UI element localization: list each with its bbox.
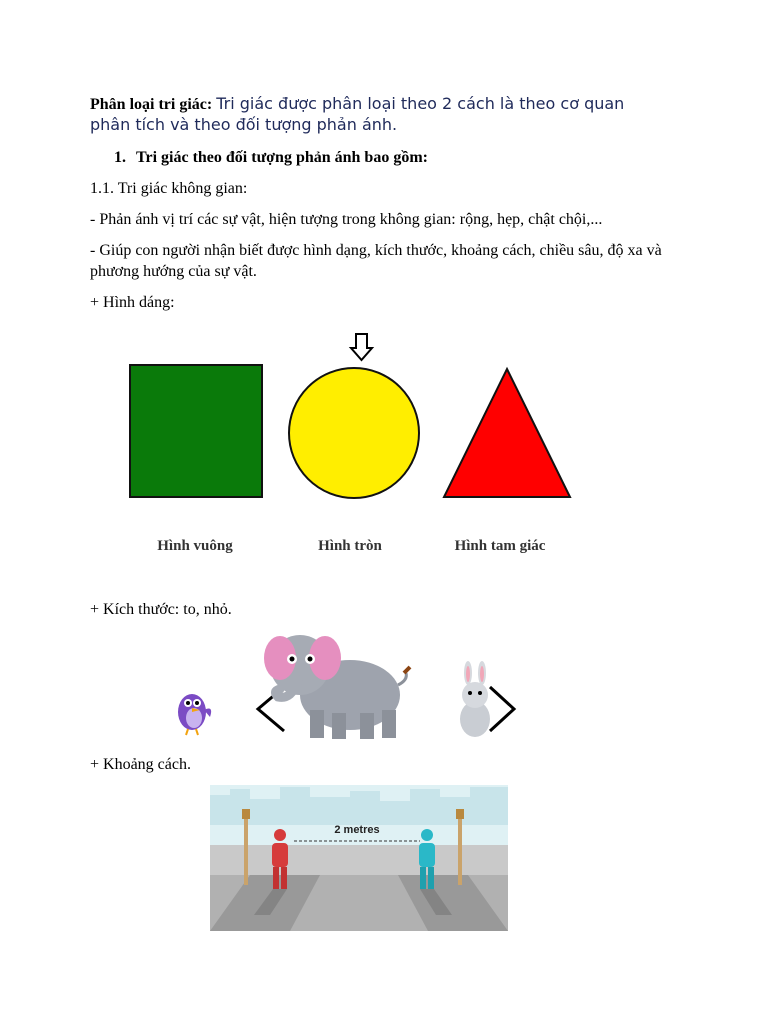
heading-text-line1: Tri giác được phân loại theo 2 cách là theo cơ quan	[216, 94, 625, 113]
shapes-figure	[120, 320, 608, 582]
bird-icon	[178, 694, 211, 735]
greater-than-icon	[490, 687, 514, 731]
classification-heading	[90, 93, 690, 115]
bullet-1: - Phản ánh vị trí các sự vật, hiện tượng trong không gian: rộng, hẹp, chật chội,...	[90, 211, 603, 228]
distance-figure	[210, 785, 508, 931]
caption-circle: Hình tròn	[318, 538, 382, 554]
caption-triangle: Hình tam giác	[454, 538, 546, 554]
bullet-2-line1: - Giúp con người nhận biết được hình dạng, kích thước, khoảng cách, chiều sâu, độ xa và	[90, 242, 662, 259]
distance-label: + Khoảng cách.	[90, 756, 191, 773]
size-figure	[160, 625, 540, 745]
heading-text-line2: phân tích và theo đối tượng phản ánh.	[90, 115, 398, 134]
heading-label: Phân loại tri giác:	[90, 96, 213, 113]
size-figure-svg	[160, 625, 540, 745]
caption-square: Hình vuông	[157, 538, 233, 554]
section-1-title	[114, 147, 714, 168]
rabbit-icon	[460, 661, 490, 737]
distance-figure-svg	[210, 785, 508, 931]
yellow-circle	[289, 368, 419, 498]
bullet-2-line2: phương hướng của sự vật.	[90, 263, 257, 280]
shape-label: + Hình dáng:	[90, 294, 175, 311]
size-label: + Kích thước: to, nhỏ.	[90, 601, 232, 618]
distance-measure-text: 2 metres	[334, 824, 380, 836]
section-1-text: Tri giác theo đối tượng phản ánh bao gồm:	[136, 149, 428, 166]
green-square	[130, 365, 262, 497]
subsection-1-1: 1.1. Tri giác không gian:	[90, 180, 248, 197]
elephant-icon	[264, 635, 410, 739]
section-1-number: 1.	[114, 149, 126, 166]
